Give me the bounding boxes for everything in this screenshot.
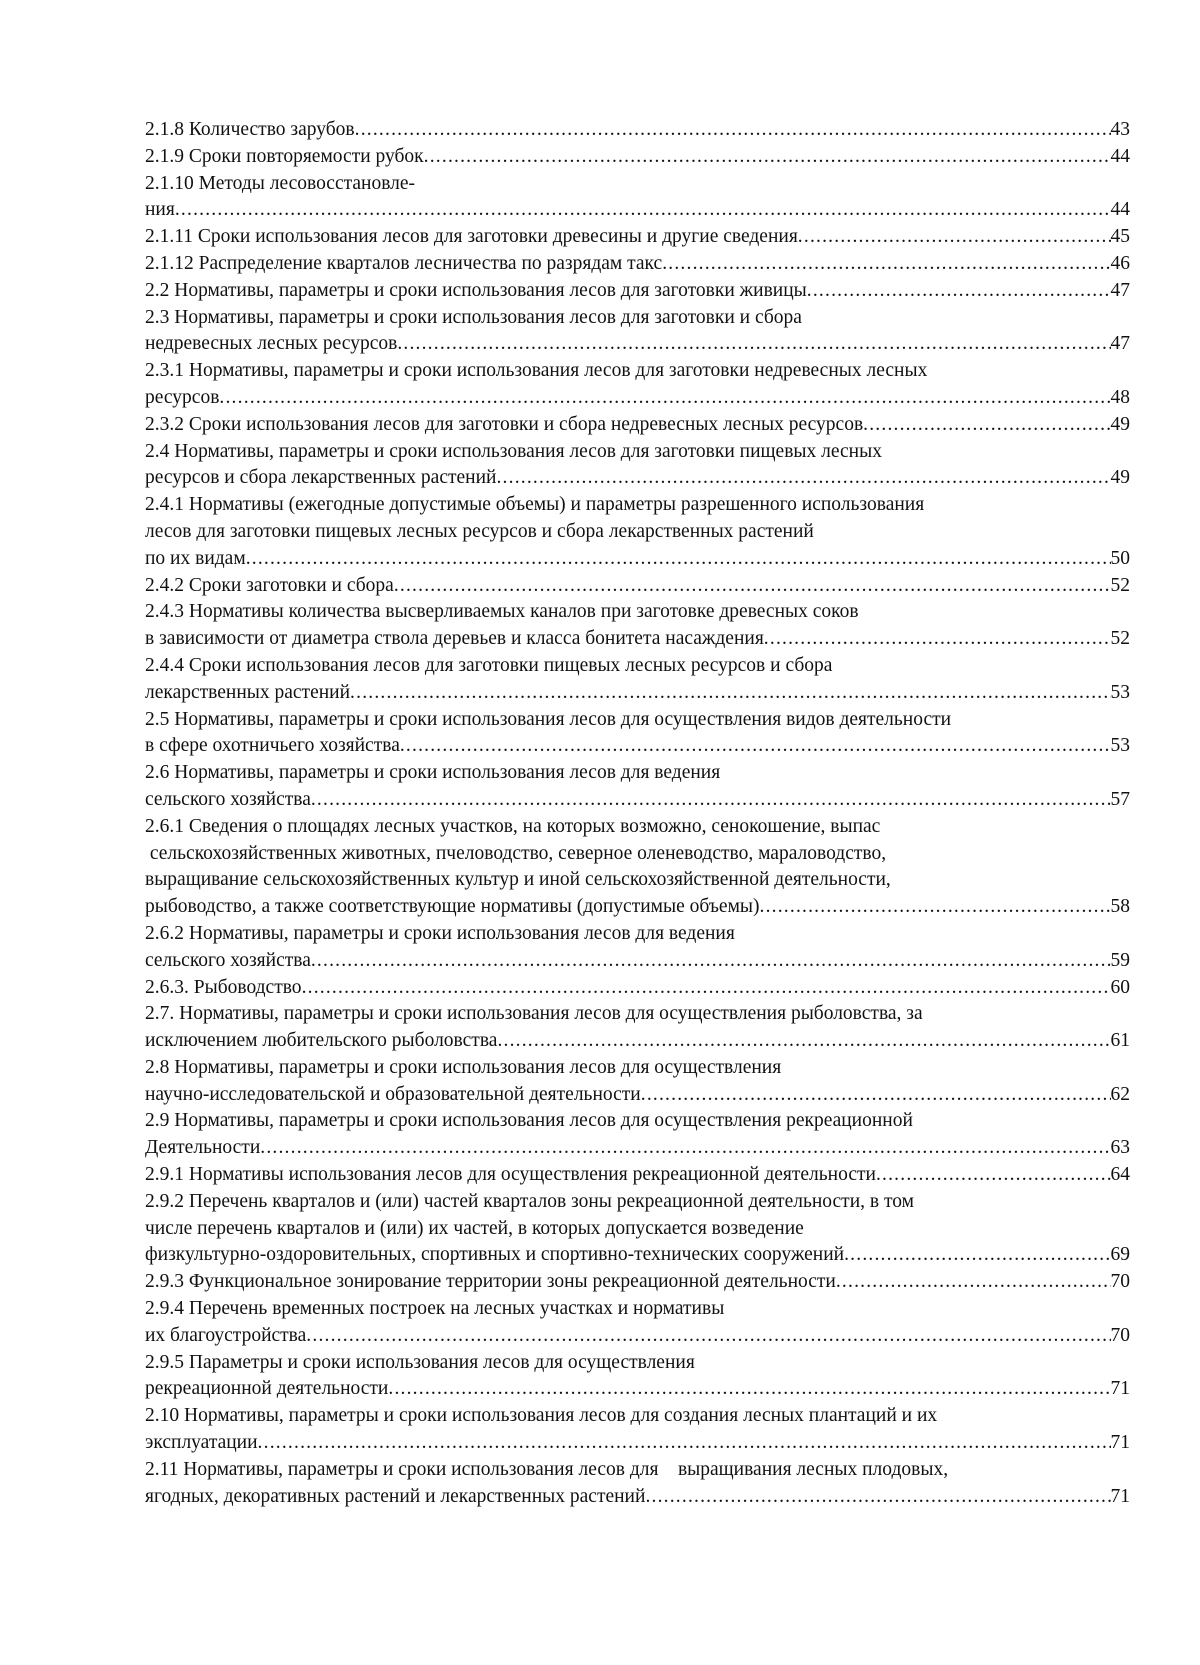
toc-page-number: 52: [1110, 628, 1130, 650]
toc-entry-last-line: [145, 224, 1130, 251]
toc-entry: [145, 707, 1130, 761]
dot-leader: [760, 894, 1111, 921]
toc-entry-line: 2.4.4 Сроки использования лесов для заготовки пищевых лесных ресурсов и сбора: [145, 654, 833, 676]
toc-page-number: 49: [1110, 413, 1130, 435]
toc-entry: [145, 1296, 1130, 1350]
toc-page-number: 43: [1110, 119, 1130, 140]
toc-entry-last-line: [145, 1162, 1130, 1189]
toc-entry-last-line: [145, 1430, 1130, 1457]
toc-page-number: 61: [1110, 1030, 1130, 1052]
dot-leader: [260, 1135, 1110, 1162]
toc-entry-title: рыбоводство, а также соответствующие нормативы (допустимые объемы): [145, 896, 760, 918]
toc-page-number: 50: [1110, 547, 1130, 569]
toc-entry-title: сельского хозяйства: [145, 788, 311, 810]
dot-leader: [302, 975, 1111, 1002]
toc-entry-last-line: [145, 733, 1130, 760]
toc-page-number: 70: [1110, 1271, 1130, 1293]
toc-entry-last-line: [145, 680, 1130, 707]
toc-entry: [145, 599, 1130, 653]
toc-entry-title: 2.1.11 Сроки использования лесов для заготовки древесины и другие сведения: [145, 226, 798, 248]
dot-leader: [876, 1162, 1111, 1189]
toc-entry: [145, 305, 1130, 359]
toc-entry-last-line: [145, 1082, 1130, 1109]
toc-entry: [145, 171, 1130, 225]
toc-entry: [145, 1403, 1130, 1457]
toc-entry-line: 2.4.1 Нормативы (ежегодные допустимые объемы) и параметры разрешенного использования: [145, 494, 925, 516]
toc-entry: [145, 1001, 1130, 1055]
dot-leader: [497, 1028, 1110, 1055]
toc-page-number: 69: [1110, 1244, 1130, 1266]
toc-entry-last-line: [145, 331, 1130, 358]
toc-entry-title: 2.2 Нормативы, параметры и сроки использования лесов для заготовки живицы: [145, 279, 807, 301]
toc-page-number: 71: [1110, 1432, 1130, 1454]
toc-entry-title: 2.1.12 Распределение кварталов лесничества по разрядам такс: [145, 252, 663, 274]
toc-entry-line: сельскохозяйственных животных, пчеловодство, северное оленеводство, мараловодство,: [145, 842, 887, 864]
toc-page-number: 47: [1110, 279, 1130, 301]
toc-page-number: 44: [1110, 145, 1130, 167]
toc-entry-line: 2.10 Нормативы, параметры и сроки использования лесов для создания лесных плантаций и их: [145, 1405, 938, 1427]
toc-page-number: 57: [1110, 788, 1130, 810]
toc-entry: [145, 1162, 1130, 1189]
dot-leader: [219, 385, 1110, 412]
toc-entry-line: 2.7. Нормативы, параметры и сроки использования лесов для осуществления рыболовства, за: [145, 1003, 923, 1025]
toc-entry-last-line: [145, 465, 1130, 492]
toc-entry-last-line: [145, 975, 1130, 1002]
toc-page-number: 64: [1110, 1164, 1130, 1186]
toc-entry-title: научно-исследовательской и образовательной деятельности: [145, 1083, 641, 1105]
toc-entry: [145, 1055, 1130, 1109]
toc-entry-last-line: [145, 1376, 1130, 1403]
dot-leader: [258, 1430, 1111, 1457]
toc-page-number: 58: [1110, 896, 1130, 918]
toc-entry-title: исключением любительского рыболовства: [145, 1030, 498, 1052]
toc-entry: [145, 1189, 1130, 1269]
toc-entry-title: 2.9.1 Нормативы использования лесов для осуществления рекреационной деятельности: [145, 1164, 876, 1186]
toc-entry-line: 2.9.5 Параметры и сроки использования лесов для осуществления: [145, 1351, 695, 1373]
dot-leader: [836, 1269, 1111, 1296]
toc-entry-title: рекреационной деятельности: [145, 1378, 389, 1400]
toc-entry: [145, 653, 1130, 707]
toc-page-number: 53: [1110, 681, 1130, 703]
toc-page-number: 44: [1110, 199, 1130, 221]
toc-page-number: 71: [1110, 1485, 1130, 1507]
toc-entry-line: 2.6.2 Нормативы, параметры и сроки использования лесов для ведения: [145, 922, 735, 944]
toc-entry-last-line: [145, 117, 1130, 144]
toc-entry-last-line: [145, 1269, 1130, 1296]
dot-leader: [662, 251, 1110, 278]
toc-entry-line: 2.3.1 Нормативы, параметры и сроки использования лесов для заготовки недревесных лесных: [145, 360, 928, 382]
toc-entry-line: лесов для заготовки пищевых лесных ресурсов и сбора лекарственных растений: [145, 520, 814, 542]
toc-entry-last-line: [145, 948, 1130, 975]
toc-entry: [145, 1350, 1130, 1404]
toc-page-number: 45: [1110, 226, 1130, 248]
toc-entry-last-line: [145, 385, 1130, 412]
toc-page-number: 52: [1110, 574, 1130, 596]
dot-leader: [394, 573, 1111, 600]
toc-entry-line: числе перечень кварталов и (или) их частей, в которых допускается возведение: [145, 1217, 804, 1239]
toc-entry-line: 2.8 Нормативы, параметры и сроки использования лесов для осуществления: [145, 1056, 782, 1078]
toc-entry-last-line: [145, 278, 1130, 305]
toc-entry: [145, 439, 1130, 493]
dot-leader: [863, 412, 1110, 439]
dot-leader: [400, 733, 1111, 760]
toc-entry: [145, 1108, 1130, 1162]
toc-entry-title: ресурсов: [145, 386, 220, 408]
toc-page-number: 60: [1110, 976, 1130, 998]
dot-leader: [306, 1323, 1110, 1350]
toc-entry: [145, 224, 1130, 251]
dot-leader: [397, 331, 1110, 358]
toc-entry-last-line: [145, 197, 1130, 224]
toc-entry-title: физкультурно-оздоровительных, спортивных и спортивно-технических сооружений: [145, 1244, 845, 1266]
toc-page-number: 53: [1110, 735, 1130, 757]
toc-entry: [145, 278, 1130, 305]
toc-entry-title: 2.3.2 Сроки использования лесов для заготовки и сбора недревесных лесных ресурсов: [145, 413, 864, 435]
toc-entry-last-line: [145, 251, 1130, 278]
toc-entry-title: ягодных, декоративных растений и лекарственных растений: [145, 1485, 646, 1507]
toc-entry-title: 2.1.9 Сроки повторяемости рубок: [145, 145, 424, 167]
toc-entry: [145, 492, 1130, 572]
toc-page-number: 59: [1110, 949, 1130, 971]
toc-page-number: 49: [1110, 467, 1130, 489]
toc-page-number: 62: [1110, 1083, 1130, 1105]
toc-entry: [145, 573, 1130, 600]
dot-leader: [844, 1242, 1110, 1269]
toc-entry: [145, 251, 1130, 278]
dot-leader: [424, 144, 1111, 171]
toc-entry-title: в сфере охотничьего хозяйства: [145, 735, 400, 757]
toc-entry-title: лекарственных растений: [145, 681, 351, 703]
toc-entry: [145, 412, 1130, 439]
dot-leader: [246, 546, 1111, 573]
toc-entry-last-line: [145, 573, 1130, 600]
toc-entry-title: эксплуатации: [145, 1432, 258, 1454]
dot-leader: [764, 626, 1111, 653]
toc-entry-last-line: [145, 1135, 1130, 1162]
toc-entry-line: 2.4 Нормативы, параметры и сроки использования лесов для заготовки пищевых лесных: [145, 440, 882, 462]
toc-entry-line: 2.9.2 Перечень кварталов и (или) частей кварталов зоны рекреационной деятельности, в том: [145, 1190, 914, 1212]
toc-entry: [145, 358, 1130, 412]
toc-entry: [145, 814, 1130, 921]
table-of-contents: [145, 117, 1130, 1510]
toc-entry-title: их благоустройства: [145, 1324, 307, 1346]
toc-entry-line: 2.9.4 Перечень временных построек на лесных участках и нормативы: [145, 1298, 725, 1320]
toc-entry-line: 2.6.1 Сведения о площадях лесных участков, на которых возможно, сенокошение, выпас: [145, 815, 881, 837]
toc-entry-last-line: [145, 1323, 1130, 1350]
toc-entry-title: ния: [145, 199, 175, 221]
toc-entry-last-line: [145, 412, 1130, 439]
toc-page-number: 71: [1110, 1378, 1130, 1400]
toc-entry: [145, 760, 1130, 814]
toc-entry-last-line: [145, 894, 1130, 921]
toc-entry-title: сельского хозяйства: [145, 949, 311, 971]
dot-leader: [641, 1082, 1111, 1109]
dot-leader: [350, 680, 1110, 707]
dot-leader: [311, 787, 1111, 814]
dot-leader: [496, 465, 1110, 492]
toc-entry-line: 2.9 Нормативы, параметры и сроки использования лесов для осуществления рекреационной: [145, 1110, 913, 1132]
toc-entry-line: 2.4.3 Нормативы количества высверливаемых каналов при заготовке древесных соков: [145, 601, 859, 623]
toc-entry: [145, 1269, 1130, 1296]
toc-entry: [145, 117, 1130, 144]
toc-entry-last-line: [145, 1028, 1130, 1055]
toc-entry-title: недревесных лесных ресурсов: [145, 333, 398, 355]
toc-entry-line: 2.11 Нормативы, параметры и сроки использования лесов для выращивания лесных плодовых,: [145, 1458, 949, 1480]
toc-entry: [145, 1457, 1130, 1511]
toc-entry-title: в зависимости от диаметра ствола деревьев и класса бонитета насаждения: [145, 628, 764, 650]
toc-entry-last-line: [145, 626, 1130, 653]
toc-entry-line: 2.1.10 Методы лесовосстановле-: [145, 172, 416, 194]
toc-entry-last-line: [145, 1242, 1130, 1269]
toc-entry-title: 2.6.3. Рыбоводство: [145, 976, 302, 998]
toc-entry-title: по их видам: [145, 547, 246, 569]
toc-entry-line: выращивание сельскохозяйственных культур и иной сельскохозяйственной деятельности,: [145, 869, 891, 891]
dot-leader: [798, 224, 1111, 251]
toc-entry-title: 2.4.2 Сроки заготовки и сбора: [145, 574, 394, 596]
dot-leader: [311, 948, 1111, 975]
toc-entry: [145, 144, 1130, 171]
toc-entry-title: 2.9.3 Функциональное зонирование территории зоны рекреационной деятельности: [145, 1271, 836, 1293]
toc-entry-line: 2.6 Нормативы, параметры и сроки использования лесов для ведения: [145, 762, 721, 784]
toc-entry-last-line: [145, 144, 1130, 171]
toc-entry-last-line: [145, 546, 1130, 573]
toc-entry: [145, 975, 1130, 1002]
dot-leader: [175, 197, 1111, 224]
dot-leader: [355, 117, 1111, 144]
toc-entry-last-line: [145, 787, 1130, 814]
toc-entry-last-line: [145, 1484, 1130, 1511]
toc-page-number: 70: [1110, 1324, 1130, 1346]
dot-leader: [807, 278, 1111, 305]
toc-entry-title: Деятельности: [145, 1137, 261, 1159]
toc-entry-title: ресурсов и сбора лекарственных растений: [145, 467, 497, 489]
toc-page-number: 47: [1110, 333, 1130, 355]
toc-entry: [145, 921, 1130, 975]
dot-leader: [645, 1484, 1110, 1511]
toc-entry-title: 2.1.8 Количество зарубов: [145, 119, 355, 140]
toc-entry-line: 2.5 Нормативы, параметры и сроки использования лесов для осуществления видов деятельности: [145, 708, 952, 730]
toc-page-number: 46: [1110, 252, 1130, 274]
toc-page-number: 48: [1110, 386, 1130, 408]
toc-entry-line: 2.3 Нормативы, параметры и сроки использования лесов для заготовки и сбора: [145, 306, 802, 328]
dot-leader: [388, 1376, 1110, 1403]
toc-page-number: 63: [1110, 1137, 1130, 1159]
